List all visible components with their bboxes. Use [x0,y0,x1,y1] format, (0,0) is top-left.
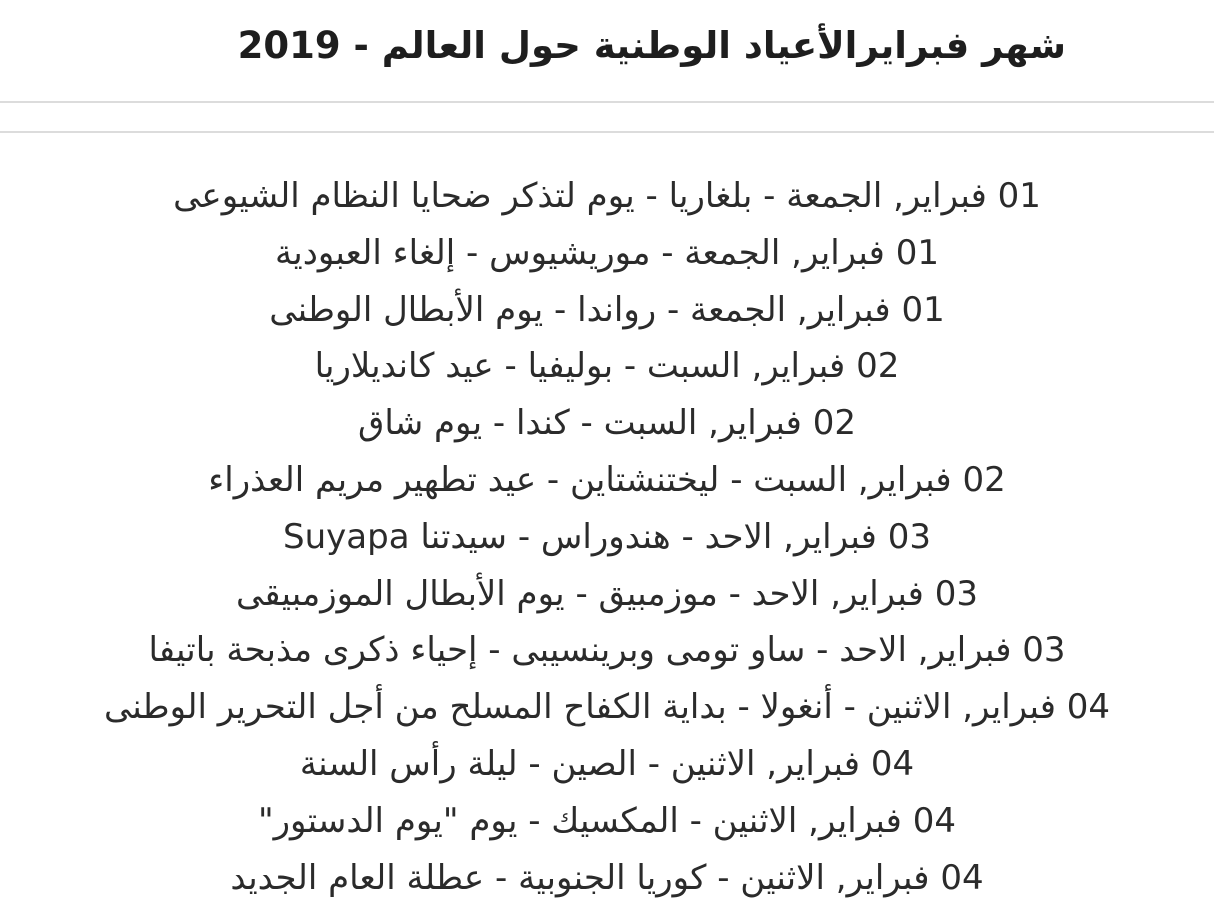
header-divider-top [0,101,1214,103]
holiday-item: 04 فبراير, الاثنين - أنغولا - بداية الكفاح المسلح من أجل التحرير الوطنى [103,687,1111,728]
holiday-item: 04 فبراير, الاثنين - المكسيك - يوم "يوم الدستور" [257,800,956,841]
holiday-list [0,168,1214,906]
holiday-item: 01 فبراير, الجمعة - موريشيوس - إلغاء العبودية [275,232,939,273]
holiday-item: 01 فبراير, الجمعة - رواندا - يوم الأبطال الوطنى [269,289,945,330]
holiday-item: 02 فبراير, السبت - بوليفيا - عيد كانديلاريا [314,346,900,387]
holiday-item: 02 فبراير, السبت - ليختنشتاين - عيد تطهير مريم العذراء [208,459,1006,500]
holiday-item: 04 فبراير, الاثنين - كوريا الجنوبية - عطلة العام الجديد [230,857,984,898]
holiday-item: 03 فبراير, الاحد - هندوراس - سيدتنا Suyapa [283,516,931,557]
holiday-item: 03 فبراير, الاحد - ساو تومى وبرينسيبى - إحياء ذكرى مذبحة باتيفا [148,630,1066,671]
holiday-item: 01 فبراير, الجمعة - بلغاريا - يوم لتذكر ضحايا النظام الشيوعى [173,176,1041,216]
holiday-item: 02 فبراير, السبت - كندا - يوم شاق [357,403,857,444]
holiday-item: 03 فبراير, الاحد - موزمبيق - يوم الأبطال الموزمبيقى [235,573,979,614]
header-divider-bottom [0,131,1214,133]
holiday-item: 04 فبراير, الاثنين - الصين - ليلة رأس السنة [299,743,915,784]
page-title: شهر فبرايرالأعياد الوطنية حول العالم - 2019 [237,24,1066,67]
